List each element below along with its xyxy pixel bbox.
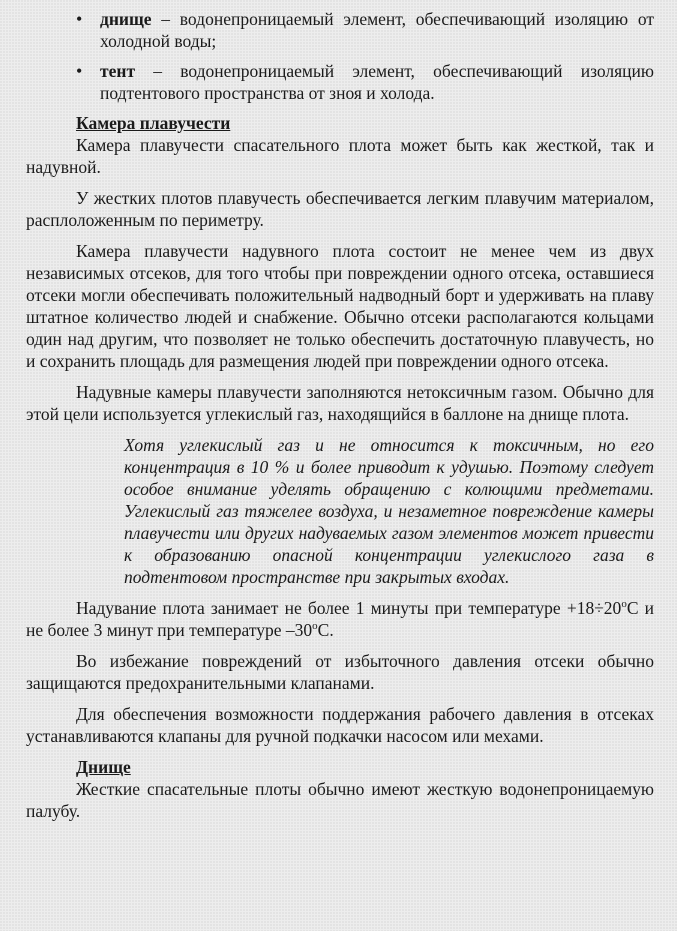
section-heading-buoyancy-chamber: Камера плавучести xyxy=(76,113,231,133)
paragraph: Камера плавучести надувного плота состоит не менее чем из двух независимых отсеков, для того чтобы при повреждении одного отсека, оставшиеся отсеки могли обеспечивать положительный надводный борт и удерживать на плаву штатное количество людей и снабжение. Обычно отсеки располагаются кольцами один над другим, что позволяет не только обеспечить достаточную плавучесть, но и сохранить площадь для размещения людей при повреждении одного отсека. xyxy=(26,241,654,371)
text-run: С и не более 3 минут при температуре –30 xyxy=(26,598,654,640)
degree-sign: o xyxy=(312,620,318,633)
text-run: Надувание плота занимает не более 1 минуты при температуре +18÷20 xyxy=(76,598,622,618)
paragraph: Надувные камеры плавучести заполняются нетоксичным газом. Обычно для этой цели используется углекислый газ, находящийся в баллоне на днище плота. xyxy=(26,382,654,424)
list-item xyxy=(26,60,654,104)
component-list xyxy=(26,8,654,104)
definition: – водонепроницаемый элемент, обеспечивающий изоляцию от холодной воды; xyxy=(100,9,654,51)
document-page xyxy=(26,8,654,831)
section-heading-floor: Днище xyxy=(76,757,131,777)
warning-note: Хотя углекислый газ и не относится к токсичным, но его концентрация в 10 % и более приводит к удушью. Поэтому следует особое внимание уделять обращению с колющими предметами. Углекислый газ тяжелее воздуха, и незаметное повреждение камеры плавучести или других надуваемых газом элементов может привести к образованию опасной концентрации углекислого газа в подтентовом пространстве при закрытых входах. xyxy=(124,435,654,587)
paragraph-inflation-time xyxy=(26,597,654,641)
paragraph: Камера плавучести спасательного плота может быть как жесткой, так и надувной. xyxy=(26,135,654,177)
bullet-icon: • xyxy=(76,61,83,81)
paragraph: У жестких плотов плавучесть обеспечивается легким плавучим материалом, расплоложенным по периметру. xyxy=(26,188,654,230)
term: тент xyxy=(100,61,136,81)
text-run: С. xyxy=(317,620,334,640)
paragraph: Жесткие спасательные плоты обычно имеют жесткую водонепроницаемую палубу. xyxy=(26,779,654,821)
definition: – водонепроницаемый элемент, обеспечивающий изоляцию подтентового пространства от зноя и холода. xyxy=(100,61,654,103)
paragraph: Для обеспечения возможности поддержания рабочего давления в отсеках устанавливаются клапаны для ручной подкачки насосом или мехами. xyxy=(26,704,654,746)
paragraph: Во избежание повреждений от избыточного давления отсеки обычно защищаются предохранительными клапанами. xyxy=(26,651,654,693)
bullet-icon: • xyxy=(76,9,83,29)
term: днище xyxy=(100,9,152,29)
list-item xyxy=(26,8,654,52)
degree-sign: o xyxy=(621,598,627,611)
